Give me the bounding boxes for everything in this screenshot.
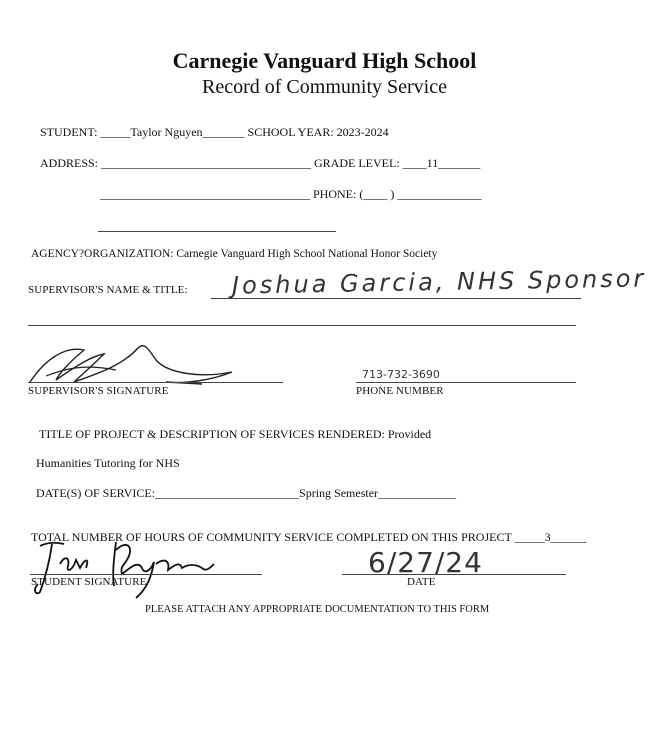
date-line bbox=[342, 574, 566, 575]
date-handwritten: 6/27/24 bbox=[368, 546, 483, 579]
dates-of-service: DATE(S) OF SERVICE:________________________Spring Semester_____________ bbox=[36, 486, 457, 500]
project-description: Humanities Tutoring for NHS bbox=[36, 456, 180, 470]
supervisor-signature-label: SUPERVISOR'S SIGNATURE bbox=[28, 385, 169, 397]
date-label: DATE bbox=[407, 576, 436, 588]
address-line-3 bbox=[98, 231, 336, 232]
hours-line: TOTAL NUMBER OF HOURS OF COMMUNITY SERVICE COMPLETED ON THIS PROJECT _____3______ bbox=[31, 530, 587, 544]
student-signature bbox=[30, 538, 220, 598]
school-name: Carnegie Vanguard High School bbox=[172, 48, 477, 73]
agency-line: AGENCY?ORGANIZATION: Carnegie Vanguard High School National Honor Society bbox=[31, 248, 438, 260]
attach-note: PLEASE ATTACH ANY APPROPRIATE DOCUMENTATION TO THIS FORM bbox=[145, 604, 490, 615]
student-signature-label: STUDENT SIGNATURE bbox=[31, 576, 147, 588]
address-line-1: ADDRESS: ___________________________________ GRADE LEVEL: ____11_______ bbox=[40, 156, 481, 170]
project-title-line: TITLE OF PROJECT & DESCRIPTION OF SERVICES RENDERED: Provided bbox=[39, 427, 432, 441]
supervisor-name-label: SUPERVISOR'S NAME & TITLE: bbox=[28, 284, 188, 296]
supervisor-signature-line bbox=[28, 382, 283, 383]
supervisor-phone: 713-732-3690 bbox=[362, 368, 440, 381]
phone-number-label: PHONE NUMBER bbox=[356, 385, 444, 397]
student-signature-line bbox=[30, 574, 262, 575]
phone-line bbox=[356, 382, 576, 383]
address-line-2: ___________________________________ PHONE: (____ ) ______________ bbox=[100, 187, 482, 201]
supervisor-name-handwritten: Joshua Garcia, NHS Sponsor bbox=[231, 264, 647, 300]
form-title: Record of Community Service bbox=[202, 76, 447, 98]
student-line: STUDENT: _____Taylor Nguyen_______ SCHOOL YEAR: 2023-2024 bbox=[40, 125, 389, 139]
supervisor-title-line bbox=[28, 325, 576, 326]
